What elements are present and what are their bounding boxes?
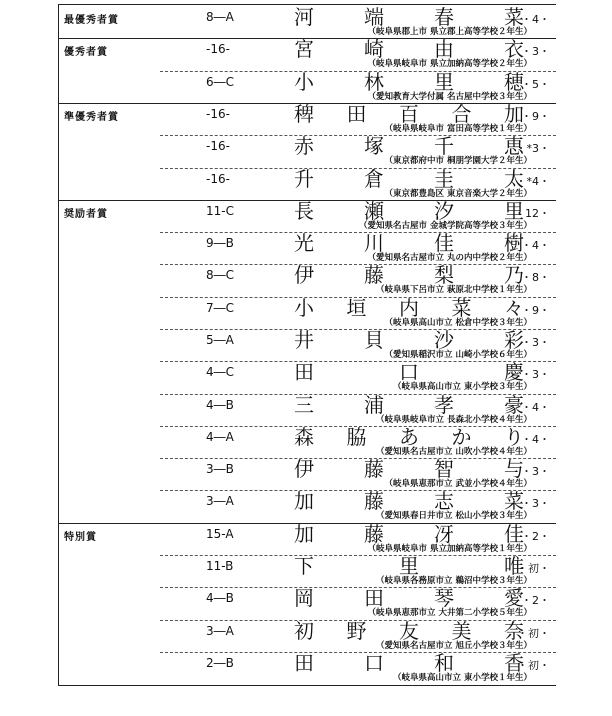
table-row [58, 296, 556, 331]
award-category: 特別賞 [64, 532, 97, 543]
class-code: -16- [206, 42, 230, 56]
table-row [58, 263, 556, 298]
class-code: 7―C [206, 301, 235, 315]
class-code: 4―B [206, 591, 234, 605]
award-category: 準優秀者賞 [64, 112, 119, 123]
student-name: 伊 藤 梨 乃 [294, 263, 524, 287]
class-code: -16- [206, 107, 230, 121]
student-name: 初 野 友 美 奈 [294, 619, 524, 643]
student-name: 伊 藤 智 与 [294, 457, 524, 481]
table-row [58, 134, 556, 169]
award-category: 最優秀者賞 [64, 15, 119, 26]
school-info: （愛知県春日井市立 松山小学校３年生） [376, 511, 532, 521]
student-name: 加 藤 冴 佳 [294, 522, 524, 546]
school-info: （岐阜県岐阜市 県立加納高等学校１年生） [367, 544, 532, 554]
school-info: （愛知県名古屋市立 山吹小学校４年生） [376, 447, 532, 457]
table-row [58, 231, 556, 266]
school-info: （岐阜県岐阜市 富田高等学校１年生） [384, 124, 532, 134]
student-name: 光 川 佳 樹 [294, 231, 524, 255]
school-info: （岐阜県岐阜市 県立加納高等学校２年生） [367, 59, 532, 69]
class-code: 8―A [206, 10, 234, 24]
school-info: （岐阜県高山市立 松倉中学校３年生） [384, 318, 532, 328]
student-name: 森 脇 あ か り [294, 425, 524, 449]
school-info: （愛知県名古屋市 金城学院高等学校３年生） [359, 221, 532, 231]
table-row [58, 167, 556, 202]
school-info: （岐阜県恵那市立 大井第二小学校５年生） [367, 608, 532, 618]
grade-mark: ・初・ [517, 627, 550, 640]
school-info: （岐阜県高山市立 東小学校１年生） [393, 673, 532, 683]
student-name: 田 口 和 香 [294, 651, 524, 675]
class-code: 4―B [206, 398, 234, 412]
table-row [58, 489, 556, 524]
class-code: 3―A [206, 624, 234, 638]
class-code: 4―A [206, 430, 234, 444]
student-name: 升 倉 圭 太 [294, 167, 524, 191]
grade-mark: ・4・ [521, 13, 550, 26]
grade-mark: ・*3・ [515, 142, 550, 155]
grade-mark: ・3・ [521, 336, 550, 349]
student-name: 小 垣 内 菜 々 [294, 296, 524, 320]
grade-mark: ・3・ [521, 497, 550, 510]
school-info: （東京都府中市 桐朋学園大学２年生） [384, 156, 532, 166]
school-info: （岐阜県郡上市 県立郡上高等学校２年生） [367, 27, 532, 37]
grade-mark: ・5・ [521, 78, 550, 91]
student-name: 河 端 春 菜 [294, 5, 524, 29]
grade-mark: ・9・ [521, 110, 550, 123]
school-info: （岐阜県下呂市立 萩原北中学校１年生） [376, 285, 532, 295]
table-row [58, 393, 556, 428]
student-name: 田 口 慶 [294, 360, 524, 384]
table-row [58, 554, 556, 589]
class-code: 15-A [206, 527, 234, 541]
school-info: （愛知県稲沢市立 山崎小学校６年生） [384, 350, 532, 360]
grade-mark: ・3・ [521, 368, 550, 381]
grade-mark: ・初・ [517, 562, 550, 575]
class-code: 4―C [206, 365, 235, 379]
table-row [58, 199, 556, 234]
grade-mark: ・12・ [514, 207, 550, 220]
school-info: （岐阜県岐阜市立 長森北小学校４年生） [376, 415, 532, 425]
grade-mark: ・2・ [521, 594, 550, 607]
class-code: 3―B [206, 462, 234, 476]
table-row [58, 5, 556, 40]
class-code: -16- [206, 139, 230, 153]
table-row [58, 102, 556, 137]
student-name: 三 浦 孝 豪 [294, 393, 524, 417]
grade-mark: ・4・ [521, 433, 550, 446]
class-code: 11-B [206, 559, 234, 573]
school-info: （東京都豊島区 東京音楽大学２年生） [384, 189, 532, 199]
table-row [58, 425, 556, 460]
school-info: （岐阜県恵那市立 武並小学校４年生） [384, 479, 532, 489]
school-info: （岐阜県高山市立 東小学校３年生） [393, 382, 532, 392]
student-name: 加 藤 志 菜 [294, 489, 524, 513]
class-code: 6―C [206, 75, 235, 89]
school-info: （愛知県名古屋市立 丸の内中学校２年生） [367, 253, 532, 263]
table-row [58, 328, 556, 363]
table-row [58, 586, 556, 621]
table-row [58, 457, 556, 492]
award-category: 優秀者賞 [64, 47, 108, 58]
table-row [58, 651, 556, 686]
award-category: 奨励者賞 [64, 209, 108, 220]
grade-mark: ・4・ [521, 401, 550, 414]
school-info: （愛知県名古屋市立 旭丘小学校３年生） [376, 641, 532, 651]
student-name: 長 瀬 汐 里 [294, 199, 524, 223]
table-row [58, 619, 556, 654]
grade-mark: ・3・ [521, 465, 550, 478]
student-name: 稗 田 百 合 加 [294, 102, 524, 126]
class-code: -16- [206, 172, 230, 186]
grade-mark: ・*4・ [515, 175, 550, 188]
student-name: 宮 崎 由 衣 [294, 37, 524, 61]
school-info: （岐阜県各務原市立 鵜沼中学校３年生） [376, 576, 532, 586]
grade-mark: ・4・ [521, 239, 550, 252]
class-code: 3―A [206, 494, 234, 508]
table-row [58, 522, 556, 557]
class-code: 8―C [206, 268, 235, 282]
student-name: 岡 田 琴 愛 [294, 586, 524, 610]
class-code: 5―A [206, 333, 234, 347]
student-name: 赤 塚 千 恵 [294, 134, 524, 158]
grade-mark: ・2・ [521, 530, 550, 543]
student-name: 小 林 里 穂 [294, 70, 524, 94]
student-name: 井 貝 沙 彩 [294, 328, 524, 352]
grade-mark: ・初・ [517, 659, 550, 672]
table-row [58, 360, 556, 395]
grade-mark: ・9・ [521, 304, 550, 317]
student-name: 下 里 唯 [294, 554, 524, 578]
school-info: （愛知教育大学付属 名古屋中学校３年生） [367, 92, 532, 102]
grade-mark: ・3・ [521, 45, 550, 58]
table-row [58, 37, 556, 72]
class-code: 2―B [206, 656, 234, 670]
grade-mark: ・8・ [521, 271, 550, 284]
class-code: 9―B [206, 236, 234, 250]
table-row [58, 70, 556, 105]
class-code: 11-C [206, 204, 234, 218]
